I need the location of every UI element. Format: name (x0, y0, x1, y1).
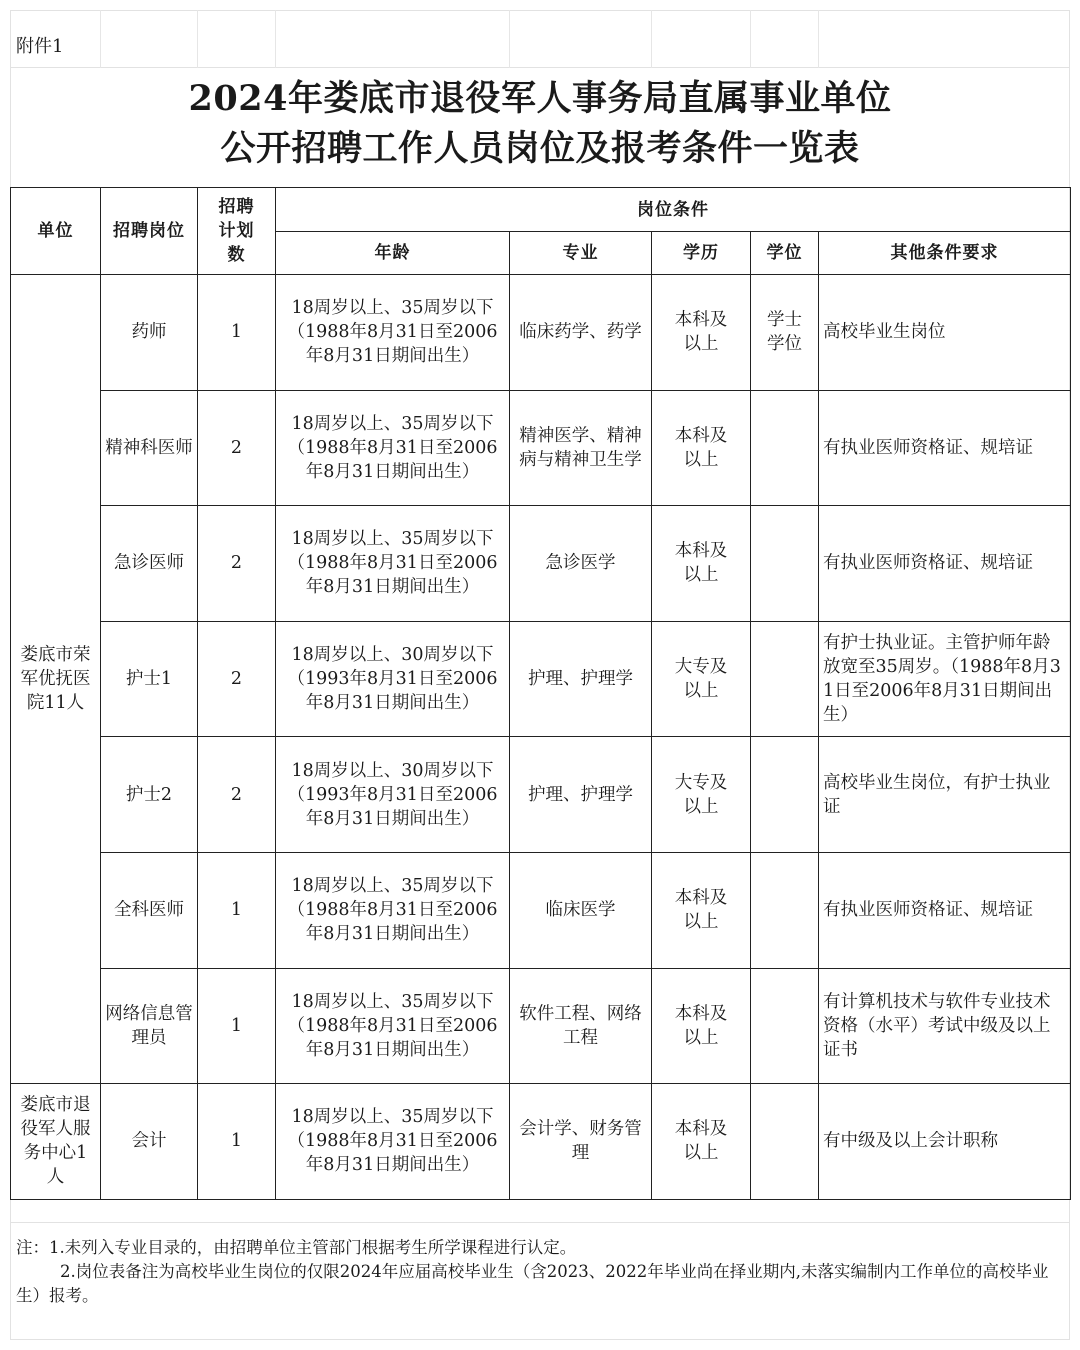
degree-cell (751, 506, 819, 622)
other-cell: 有执业医师资格证、规培证 (819, 506, 1071, 622)
plan-cell: 1 (198, 1084, 276, 1200)
major-cell: 护理、护理学 (510, 737, 652, 853)
degree-cell (751, 737, 819, 853)
table-row (11, 737, 1071, 853)
position-cell: 药师 (101, 275, 198, 391)
plan-cell: 2 (198, 621, 276, 737)
position-cell: 护士2 (101, 737, 198, 853)
header-major: 专业 (510, 232, 652, 275)
plan-cell: 1 (198, 275, 276, 391)
education-cell: 本科及以上 (652, 852, 751, 968)
position-cell: 网络信息管理员 (101, 968, 198, 1084)
header-position: 招聘岗位 (101, 188, 198, 275)
degree-cell (751, 852, 819, 968)
unit-cell: 娄底市荣军优抚医院11人 (11, 275, 101, 1084)
table-row (11, 621, 1071, 737)
education-cell: 本科及以上 (652, 506, 751, 622)
education-cell: 本科及以上 (652, 968, 751, 1084)
divider (10, 1222, 1070, 1223)
note-2: 2.岗位表备注为高校毕业生岗位的仅限2024年应届高校毕业生（含2023、2022年毕业尚在择业期内,未落实编制内工作单位的高校毕业生）报考。 (16, 1262, 1049, 1305)
age-cell: 18周岁以上、35周岁以下（1988年8月31日至2006年8月31日期间出生） (276, 275, 510, 391)
position-cell: 全科医师 (101, 852, 198, 968)
degree-cell (751, 621, 819, 737)
plan-cell: 2 (198, 390, 276, 506)
header-grid (10, 10, 1070, 68)
age-cell: 18周岁以上、35周岁以下（1988年8月31日至2006年8月31日期间出生） (276, 852, 510, 968)
recruitment-table (10, 187, 1071, 1200)
education-cell: 本科及以上 (652, 1084, 751, 1200)
header-plan: 招聘计划数 (198, 188, 276, 275)
major-cell: 临床药学、药学 (510, 275, 652, 391)
major-cell: 精神医学、精神病与精神卫生学 (510, 390, 652, 506)
education-cell: 本科及以上 (652, 390, 751, 506)
document-title (10, 74, 1070, 174)
table-row (11, 275, 1071, 391)
header-age: 年龄 (276, 232, 510, 275)
table-row (11, 390, 1071, 506)
header-degree: 学位 (751, 232, 819, 275)
other-cell: 高校毕业生岗位，有护士执业证 (819, 737, 1071, 853)
plan-cell: 2 (198, 506, 276, 622)
table-row (11, 852, 1071, 968)
education-cell: 本科及以上 (652, 275, 751, 391)
age-cell: 18周岁以上、35周岁以下（1988年8月31日至2006年8月31日期间出生） (276, 968, 510, 1084)
header-other: 其他条件要求 (819, 232, 1071, 275)
plan-cell: 2 (198, 737, 276, 853)
header-conditions: 岗位条件 (276, 188, 1071, 232)
plan-cell: 1 (198, 852, 276, 968)
plan-cell: 1 (198, 968, 276, 1084)
position-cell: 精神科医师 (101, 390, 198, 506)
position-cell: 护士1 (101, 621, 198, 737)
age-cell: 18周岁以上、30周岁以下（1993年8月31日至2006年8月31日期间出生） (276, 621, 510, 737)
position-cell: 会计 (101, 1084, 198, 1200)
age-cell: 18周岁以上、35周岁以下（1988年8月31日至2006年8月31日期间出生） (276, 1084, 510, 1200)
position-cell: 急诊医师 (101, 506, 198, 622)
header-unit: 单位 (11, 188, 101, 275)
other-cell: 有护士执业证。主管护师年龄放宽至35周岁。（1988年8月31日至2006年8月31日期间出生） (819, 621, 1071, 737)
degree-cell (751, 968, 819, 1084)
education-cell: 大专及以上 (652, 737, 751, 853)
education-cell: 大专及以上 (652, 621, 751, 737)
other-cell: 有执业医师资格证、规培证 (819, 852, 1071, 968)
other-cell: 有中级及以上会计职称 (819, 1084, 1071, 1200)
title-line-1: 2024年娄底市退役军人事务局直属事业单位 (188, 78, 892, 119)
note-1: 注：1.未列入专业目录的，由招聘单位主管部门根据考生所学课程进行认定。 (16, 1238, 577, 1257)
major-cell: 临床医学 (510, 852, 652, 968)
degree-cell (751, 1084, 819, 1200)
other-cell: 高校毕业生岗位 (819, 275, 1071, 391)
table-row (11, 1084, 1071, 1200)
other-cell: 有执业医师资格证、规培证 (819, 390, 1071, 506)
major-cell: 护理、护理学 (510, 621, 652, 737)
title-line-2: 公开招聘工作人员岗位及报考条件一览表 (220, 128, 860, 169)
major-cell: 急诊医学 (510, 506, 652, 622)
table-row (11, 968, 1071, 1084)
degree-cell: 学士学位 (751, 275, 819, 391)
notes (16, 1236, 1066, 1308)
degree-cell (751, 390, 819, 506)
age-cell: 18周岁以上、35周岁以下（1988年8月31日至2006年8月31日期间出生） (276, 506, 510, 622)
header-education: 学历 (652, 232, 751, 275)
other-cell: 有计算机技术与软件专业技术资格（水平）考试中级及以上证书 (819, 968, 1071, 1084)
unit-cell: 娄底市退役军人服务中心1人 (11, 1084, 101, 1200)
age-cell: 18周岁以上、35周岁以下（1988年8月31日至2006年8月31日期间出生） (276, 390, 510, 506)
attachment-label: 附件1 (16, 36, 64, 57)
age-cell: 18周岁以上、30周岁以下（1993年8月31日至2006年8月31日期间出生） (276, 737, 510, 853)
table-row (11, 506, 1071, 622)
major-cell: 软件工程、网络工程 (510, 968, 652, 1084)
major-cell: 会计学、财务管理 (510, 1084, 652, 1200)
